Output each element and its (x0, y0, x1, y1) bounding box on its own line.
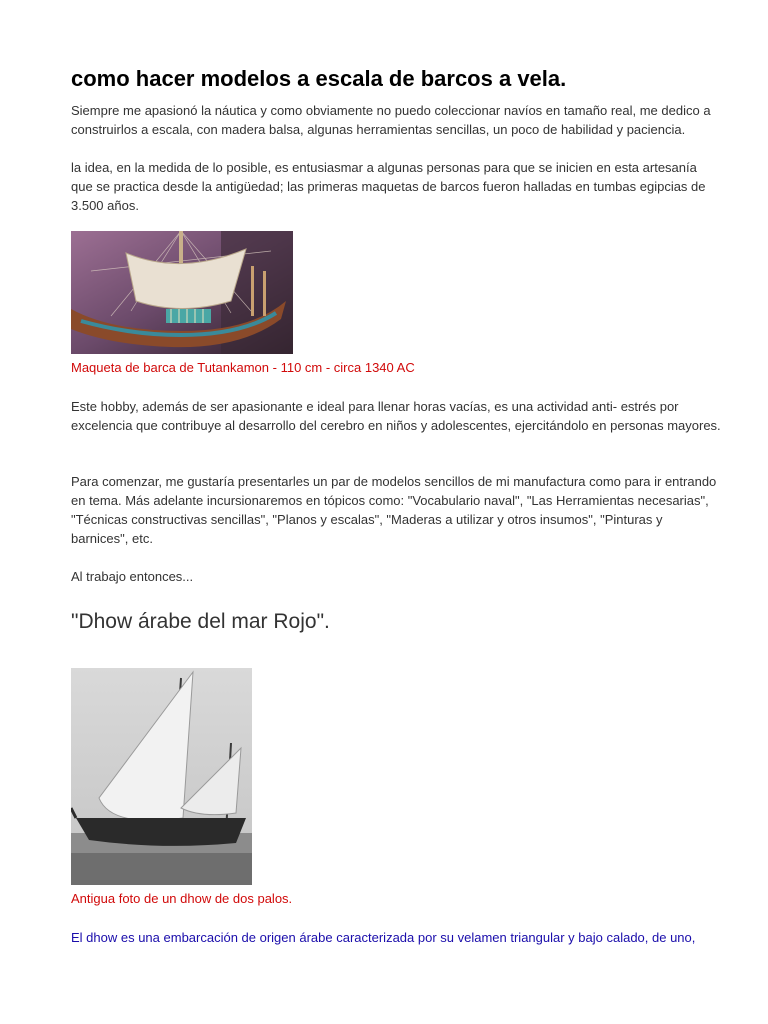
photo-caption-dhow: Antigua foto de un dhow de dos palos. (71, 891, 293, 906)
article-title: como hacer modelos a escala de barcos a vela. (71, 66, 567, 91)
paragraph-start: Para comenzar, me gustaría presentarles un par de modelos sencillos de mi manufactura como para ir entrando en tema. Más adelante incursionaremos en tópicos como: "Vocabulario naval", "Las Herramientas necesarias", "Técnicas constructivas sencillas", "Planos y escalas", "Maderas a utilizar y otros insumos", "Pinturas y barnices", etc. (71, 474, 717, 546)
paragraph-hobby: Este hobby, además de ser apasionante e ideal para llenar horas vacías, es una actividad anti- estrés por excelencia que contribuye al desarrollo del cerebro en niños y adolescentes, ejercitándolo en personas mayores. (71, 399, 721, 433)
paragraph-idea: la idea, en la medida de lo posible, es entusiasmar a algunas personas para que se inicien en esta artesanía que se practica desde la antigüedad; las primeras maquetas de barcos fueron halladas en tumbas egipcias de 3.500 años. (71, 160, 706, 213)
section-heading-dhow: "Dhow árabe del mar Rojo". (71, 610, 330, 633)
paragraph-intro: Siempre me apasionó la náutica y como obviamente no puedo coleccionar navíos en tamaño real, me dedico a construirlos a escala, con madera balsa, algunas herramientas sencillas, un poco de habilidad y paciencia. (71, 103, 711, 137)
paragraph-dhow-description: El dhow es una embarcación de origen árabe caracterizada por su velamen triangular y bajo calado, de uno, (71, 930, 696, 945)
tutankhamun-boat-photo (71, 231, 293, 354)
dhow-photo (71, 668, 252, 885)
paragraph-to-work: Al trabajo entonces... (71, 569, 194, 584)
photo-caption-tutankhamun: Maqueta de barca de Tutankamon - 110 cm - circa 1340 AC (71, 360, 415, 375)
